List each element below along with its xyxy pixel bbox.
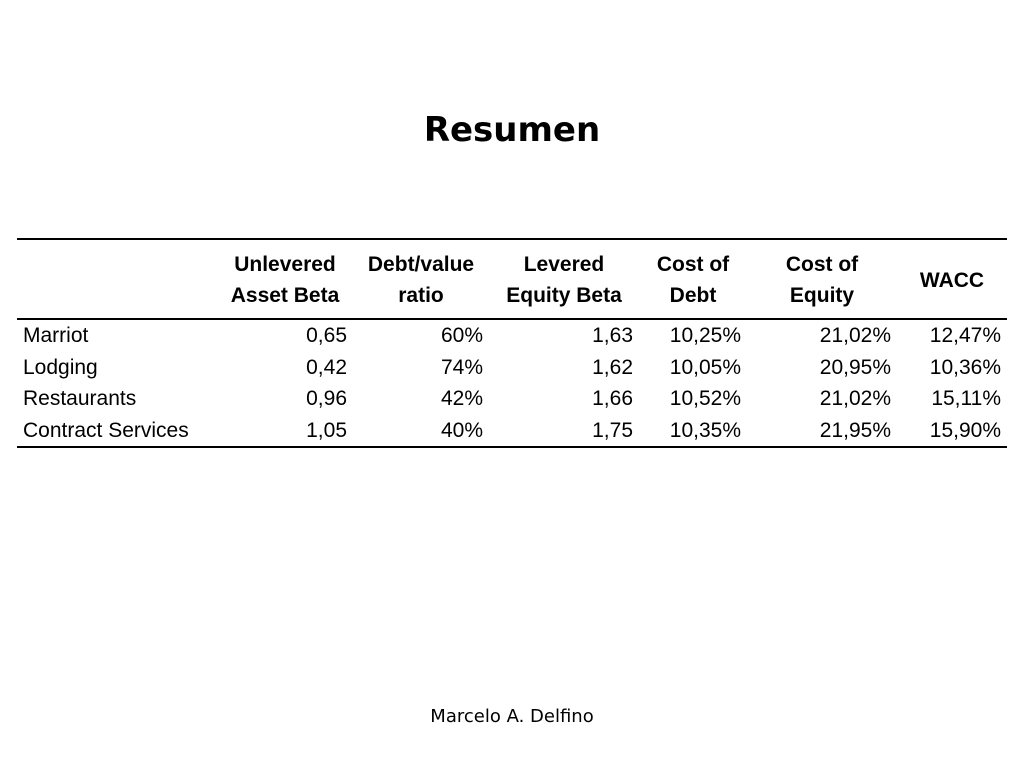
debt-value-ratio-cell: 60%	[440, 324, 483, 347]
levered-equity-beta-cell: 1,75	[592, 418, 633, 442]
cost-of-equity-cell: 21,02%	[819, 387, 891, 410]
cost-of-debt-cell: 10,25%	[669, 324, 741, 347]
header-line: Debt/value	[367, 253, 475, 276]
header-line: Levered	[523, 253, 605, 276]
header-line: ratio	[398, 284, 444, 307]
header-levered-equity-beta	[489, 239, 639, 319]
table-row	[17, 319, 1007, 352]
header-cost-of-debt	[639, 239, 747, 319]
header-debt-value-ratio	[353, 239, 489, 319]
cost-of-debt-cell: 10,35%	[669, 418, 741, 442]
header-cell-empty	[17, 239, 217, 319]
table-row	[17, 415, 1007, 448]
header-wacc	[897, 239, 1007, 319]
header-line: Equity	[789, 284, 855, 307]
header-line: Cost of	[656, 253, 730, 276]
header-line: Unlevered	[234, 253, 336, 276]
header-unlevered-asset-beta	[217, 239, 353, 319]
table-header-row	[17, 239, 1007, 319]
summary-table	[17, 238, 1007, 448]
debt-value-ratio-cell: 74%	[440, 355, 483, 379]
levered-equity-beta-cell: 1,62	[592, 355, 633, 379]
row-label: Lodging	[23, 355, 98, 379]
unlevered-asset-beta-cell: 0,65	[306, 324, 347, 347]
cost-of-equity-cell: 20,95%	[819, 355, 891, 379]
wacc-cell: 15,90%	[929, 418, 1001, 442]
header-line: WACC	[919, 268, 985, 292]
debt-value-ratio-cell: 40%	[440, 418, 483, 442]
unlevered-asset-beta-cell: 1,05	[306, 418, 347, 442]
cost-of-equity-cell: 21,95%	[819, 418, 891, 442]
header-line: Equity Beta	[506, 284, 622, 307]
debt-value-ratio-cell: 42%	[440, 387, 483, 410]
cost-of-equity-cell: 21,02%	[819, 324, 891, 347]
row-label: Restaurants	[23, 387, 137, 410]
unlevered-asset-beta-cell: 0,96	[306, 387, 347, 410]
table-row	[17, 352, 1007, 384]
header-line: Debt	[669, 284, 717, 307]
cost-of-debt-cell: 10,05%	[669, 355, 741, 379]
header-line: Asset Beta	[230, 284, 340, 307]
slide-title: Resumen	[423, 110, 601, 150]
unlevered-asset-beta-cell: 0,42	[306, 355, 347, 379]
levered-equity-beta-cell: 1,63	[592, 324, 633, 347]
row-label: Marriot	[23, 324, 89, 347]
row-label: Contract Services	[23, 418, 189, 442]
wacc-cell: 10,36%	[929, 355, 1001, 379]
wacc-cell: 15,11%	[931, 387, 1001, 410]
header-cost-of-equity	[747, 239, 897, 319]
wacc-cell: 12,47%	[929, 324, 1001, 347]
table-row	[17, 383, 1007, 415]
summary-table-container	[17, 238, 1007, 448]
levered-equity-beta-cell: 1,66	[592, 387, 633, 410]
footer-author: Marcelo A. Delfino	[430, 706, 594, 727]
header-line: Cost of	[785, 253, 859, 276]
cost-of-debt-cell: 10,52%	[669, 387, 741, 410]
